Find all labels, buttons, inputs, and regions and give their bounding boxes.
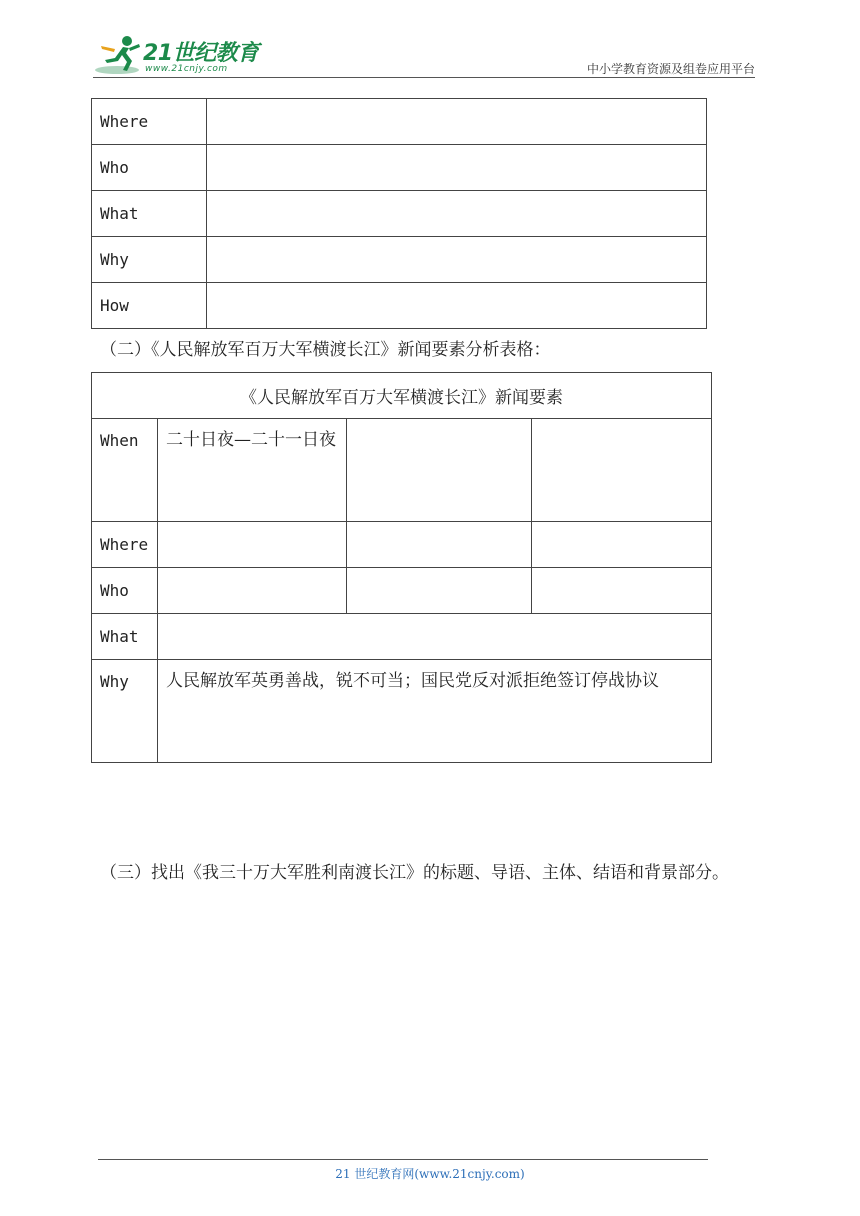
- when-value-cell: [158, 419, 347, 522]
- answer-cell: [347, 419, 532, 522]
- table-row: [92, 191, 707, 237]
- logo-text: 21世纪教育: [143, 41, 259, 66]
- row-label-what: What: [92, 191, 207, 237]
- row-label-where: Where: [92, 522, 158, 568]
- row-label-why: Why: [92, 660, 158, 763]
- why-value: 人民解放军英勇善战，锐不可当；国民党反对派拒绝签订停战协议: [166, 671, 659, 691]
- header-divider: [93, 77, 755, 78]
- answer-cell: [532, 568, 712, 614]
- row-label-who: Who: [92, 145, 207, 191]
- answer-cell: [347, 568, 532, 614]
- answer-cell: [158, 614, 712, 660]
- section-2-heading: （二）《人民解放军百万大军横渡长江》新闻要素分析表格：: [100, 340, 551, 360]
- platform-name: 中小学教育资源及组卷应用平台: [586, 62, 755, 76]
- section-3-heading: （三）找出《我三十万大军胜利南渡长江》的标题、导语、主体、结语和背景部分。: [100, 863, 729, 883]
- row-label-where: Where: [92, 99, 207, 145]
- why-value-cell: [158, 660, 712, 763]
- page-header: [0, 0, 860, 80]
- row-label-why: Why: [92, 237, 207, 283]
- answer-cell: [207, 99, 707, 145]
- answer-cell: [207, 237, 707, 283]
- answer-cell: [207, 145, 707, 191]
- news-elements-table-2: [91, 372, 712, 763]
- footer-link[interactable]: 21 世纪教育网(www.21cnjy.com): [335, 1167, 525, 1181]
- answer-cell: [347, 522, 532, 568]
- table-row: [92, 237, 707, 283]
- logo-url: www.21cnjy.com: [145, 64, 228, 74]
- runner-logo-icon: [93, 34, 145, 76]
- row-label-who: Who: [92, 568, 158, 614]
- answer-cell: [158, 522, 347, 568]
- answer-cell: [532, 522, 712, 568]
- answer-cell: [207, 283, 707, 329]
- news-elements-table-1: [91, 98, 707, 329]
- table-row: [92, 419, 712, 522]
- table-header-row: [92, 373, 712, 419]
- footer-divider: [98, 1159, 708, 1160]
- table-row: [92, 568, 712, 614]
- table-row: [92, 522, 712, 568]
- row-label-how: How: [92, 283, 207, 329]
- table-row: [92, 614, 712, 660]
- when-value: 二十日夜—二十一日夜: [166, 430, 336, 450]
- row-label-when: When: [92, 419, 158, 522]
- answer-cell: [532, 419, 712, 522]
- answer-cell: [158, 568, 347, 614]
- table-title: 《人民解放军百万大军横渡长江》新闻要素: [92, 373, 712, 419]
- answer-cell: [207, 191, 707, 237]
- table-row: [92, 660, 712, 763]
- table-row: [92, 283, 707, 329]
- table-row: [92, 145, 707, 191]
- table-row: [92, 99, 707, 145]
- site-logo: [93, 34, 263, 78]
- row-label-what: What: [92, 614, 158, 660]
